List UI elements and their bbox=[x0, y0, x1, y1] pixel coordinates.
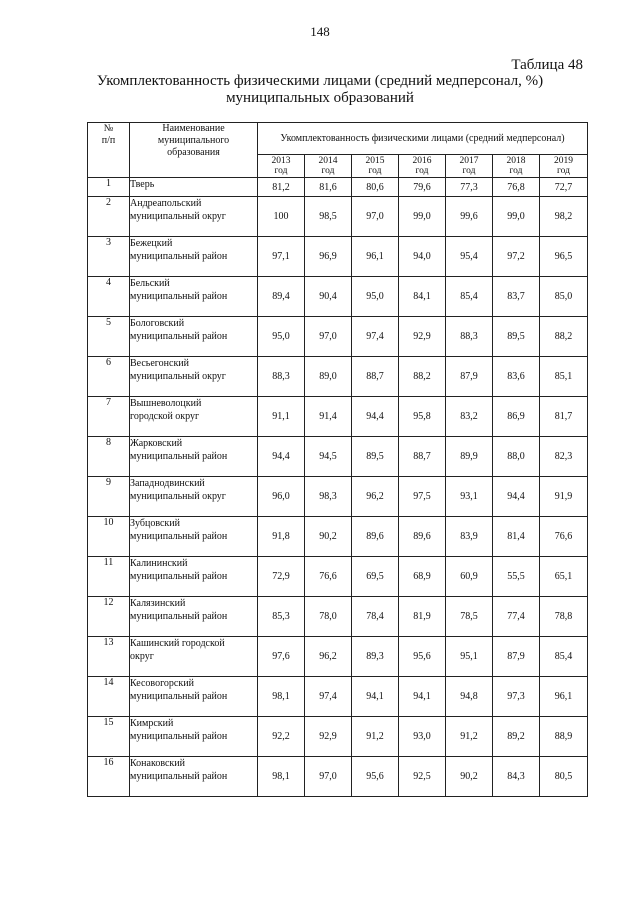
value-cell: 88,7 bbox=[352, 357, 399, 397]
value-cell: 88,2 bbox=[540, 317, 588, 357]
value-cell: 95,0 bbox=[258, 317, 305, 357]
value-cell: 96,2 bbox=[305, 637, 352, 677]
value-cell: 99,6 bbox=[446, 197, 493, 237]
value-cell: 86,9 bbox=[493, 397, 540, 437]
value-cell: 77,3 bbox=[446, 178, 493, 197]
value-cell: 81,2 bbox=[258, 178, 305, 197]
table-row bbox=[88, 517, 588, 557]
value-cell: 80,5 bbox=[540, 757, 588, 797]
municipality-name: Жарковский муниципальный район bbox=[130, 437, 258, 477]
value-cell: 93,0 bbox=[399, 717, 446, 757]
value-cell: 92,9 bbox=[305, 717, 352, 757]
value-cell: 94,1 bbox=[352, 677, 399, 717]
value-cell: 92,5 bbox=[399, 757, 446, 797]
value-cell: 91,4 bbox=[305, 397, 352, 437]
value-cell: 97,6 bbox=[258, 637, 305, 677]
column-header-number: № п/п bbox=[88, 123, 130, 178]
value-cell: 97,3 bbox=[493, 677, 540, 717]
value-cell: 88,3 bbox=[258, 357, 305, 397]
table-row bbox=[88, 277, 588, 317]
row-number: 5 bbox=[88, 317, 130, 357]
municipality-name: Бологовский муниципальный район bbox=[130, 317, 258, 357]
value-cell: 94,1 bbox=[399, 677, 446, 717]
value-cell: 97,5 bbox=[399, 477, 446, 517]
value-cell: 88,7 bbox=[399, 437, 446, 477]
value-cell: 90,2 bbox=[305, 517, 352, 557]
value-cell: 81,9 bbox=[399, 597, 446, 637]
municipality-name: Зубцовский муниципальный район bbox=[130, 517, 258, 557]
value-cell: 89,6 bbox=[399, 517, 446, 557]
value-cell: 89,5 bbox=[352, 437, 399, 477]
value-cell: 98,1 bbox=[258, 757, 305, 797]
value-cell: 97,0 bbox=[352, 197, 399, 237]
municipality-name: Бежецкий муниципальный район bbox=[130, 237, 258, 277]
municipality-name: Весьегонский муниципальный округ bbox=[130, 357, 258, 397]
row-number: 8 bbox=[88, 437, 130, 477]
value-cell: 83,2 bbox=[446, 397, 493, 437]
value-cell: 91,2 bbox=[446, 717, 493, 757]
value-cell: 55,5 bbox=[493, 557, 540, 597]
row-number: 13 bbox=[88, 637, 130, 677]
value-cell: 76,6 bbox=[540, 517, 588, 557]
value-cell: 81,7 bbox=[540, 397, 588, 437]
value-cell: 90,2 bbox=[446, 757, 493, 797]
value-cell: 95,6 bbox=[399, 637, 446, 677]
table-row bbox=[88, 597, 588, 637]
value-cell: 88,3 bbox=[446, 317, 493, 357]
value-cell: 89,5 bbox=[493, 317, 540, 357]
year-header: 2017 год bbox=[446, 155, 493, 178]
row-number: 15 bbox=[88, 717, 130, 757]
table-row bbox=[88, 397, 588, 437]
table-row bbox=[88, 637, 588, 677]
value-cell: 88,2 bbox=[399, 357, 446, 397]
value-cell: 97,4 bbox=[305, 677, 352, 717]
value-cell: 77,4 bbox=[493, 597, 540, 637]
value-cell: 96,2 bbox=[352, 477, 399, 517]
value-cell: 89,4 bbox=[258, 277, 305, 317]
row-number: 1 bbox=[88, 178, 130, 197]
value-cell: 91,1 bbox=[258, 397, 305, 437]
table-row bbox=[88, 317, 588, 357]
value-cell: 78,5 bbox=[446, 597, 493, 637]
value-cell: 78,8 bbox=[540, 597, 588, 637]
value-cell: 60,9 bbox=[446, 557, 493, 597]
value-cell: 84,3 bbox=[493, 757, 540, 797]
value-cell: 96,1 bbox=[352, 237, 399, 277]
municipality-name: Кашинский городской округ bbox=[130, 637, 258, 677]
table-row bbox=[88, 437, 588, 477]
value-cell: 69,5 bbox=[352, 557, 399, 597]
value-cell: 76,8 bbox=[493, 178, 540, 197]
table-row bbox=[88, 757, 588, 797]
value-cell: 81,4 bbox=[493, 517, 540, 557]
row-number: 12 bbox=[88, 597, 130, 637]
value-cell: 98,3 bbox=[305, 477, 352, 517]
year-header: 2016 год bbox=[399, 155, 446, 178]
value-cell: 72,7 bbox=[540, 178, 588, 197]
row-number: 10 bbox=[88, 517, 130, 557]
table-title-line-1: Укомплектованность физическими лицами (средний медперсонал, %) bbox=[96, 73, 544, 89]
value-cell: 96,0 bbox=[258, 477, 305, 517]
page-number: 148 bbox=[310, 24, 330, 39]
value-cell: 78,0 bbox=[305, 597, 352, 637]
row-number: 6 bbox=[88, 357, 130, 397]
value-cell: 97,0 bbox=[305, 317, 352, 357]
column-group-header: Укомплектованность физическими лицами (средний медперсонал) bbox=[258, 123, 588, 155]
municipality-name: Калязинский муниципальный район bbox=[130, 597, 258, 637]
value-cell: 85,3 bbox=[258, 597, 305, 637]
value-cell: 96,9 bbox=[305, 237, 352, 277]
municipality-name: Тверь bbox=[130, 178, 258, 197]
value-cell: 89,6 bbox=[352, 517, 399, 557]
value-cell: 98,1 bbox=[258, 677, 305, 717]
value-cell: 97,1 bbox=[258, 237, 305, 277]
value-cell: 91,8 bbox=[258, 517, 305, 557]
row-number: 9 bbox=[88, 477, 130, 517]
value-cell: 97,4 bbox=[352, 317, 399, 357]
value-cell: 91,2 bbox=[352, 717, 399, 757]
row-number: 4 bbox=[88, 277, 130, 317]
value-cell: 92,2 bbox=[258, 717, 305, 757]
municipality-name: Кесовогорский муниципальный район bbox=[130, 677, 258, 717]
value-cell: 83,9 bbox=[446, 517, 493, 557]
value-cell: 89,2 bbox=[493, 717, 540, 757]
value-cell: 98,5 bbox=[305, 197, 352, 237]
table-title-line-2: муниципальных образований bbox=[226, 90, 414, 106]
value-cell: 76,6 bbox=[305, 557, 352, 597]
value-cell: 97,0 bbox=[305, 757, 352, 797]
value-cell: 96,5 bbox=[540, 237, 588, 277]
value-cell: 85,4 bbox=[540, 637, 588, 677]
value-cell: 99,0 bbox=[399, 197, 446, 237]
municipality-name: Андреапольский муниципальный округ bbox=[130, 197, 258, 237]
value-cell: 84,1 bbox=[399, 277, 446, 317]
table-row bbox=[88, 197, 588, 237]
municipality-name: Кимрский муниципальный район bbox=[130, 717, 258, 757]
row-number: 16 bbox=[88, 757, 130, 797]
value-cell: 95,0 bbox=[352, 277, 399, 317]
value-cell: 89,9 bbox=[446, 437, 493, 477]
year-header: 2019 год bbox=[540, 155, 588, 178]
value-cell: 85,0 bbox=[540, 277, 588, 317]
row-number: 11 bbox=[88, 557, 130, 597]
value-cell: 83,6 bbox=[493, 357, 540, 397]
value-cell: 91,9 bbox=[540, 477, 588, 517]
value-cell: 95,6 bbox=[352, 757, 399, 797]
value-cell: 80,6 bbox=[352, 178, 399, 197]
row-number: 14 bbox=[88, 677, 130, 717]
value-cell: 85,4 bbox=[446, 277, 493, 317]
column-header-name: Наименование муниципального образования bbox=[130, 123, 258, 178]
table-title bbox=[0, 73, 640, 107]
value-cell: 100 bbox=[258, 197, 305, 237]
value-cell: 99,0 bbox=[493, 197, 540, 237]
value-cell: 94,4 bbox=[493, 477, 540, 517]
value-cell: 65,1 bbox=[540, 557, 588, 597]
row-number: 3 bbox=[88, 237, 130, 277]
year-header: 2013 год bbox=[258, 155, 305, 178]
value-cell: 98,2 bbox=[540, 197, 588, 237]
municipality-name: Западнодвинский муниципальный округ bbox=[130, 477, 258, 517]
value-cell: 85,1 bbox=[540, 357, 588, 397]
value-cell: 97,2 bbox=[493, 237, 540, 277]
year-header: 2018 год bbox=[493, 155, 540, 178]
row-number: 7 bbox=[88, 397, 130, 437]
value-cell: 95,4 bbox=[446, 237, 493, 277]
table-row bbox=[88, 357, 588, 397]
value-cell: 94,8 bbox=[446, 677, 493, 717]
value-cell: 81,6 bbox=[305, 178, 352, 197]
table-row bbox=[88, 677, 588, 717]
value-cell: 89,3 bbox=[352, 637, 399, 677]
table-row bbox=[88, 717, 588, 757]
municipality-name: Калининский муниципальный район bbox=[130, 557, 258, 597]
value-cell: 83,7 bbox=[493, 277, 540, 317]
value-cell: 79,6 bbox=[399, 178, 446, 197]
value-cell: 89,0 bbox=[305, 357, 352, 397]
value-cell: 88,0 bbox=[493, 437, 540, 477]
row-number: 2 bbox=[88, 197, 130, 237]
value-cell: 94,5 bbox=[305, 437, 352, 477]
value-cell: 93,1 bbox=[446, 477, 493, 517]
value-cell: 82,3 bbox=[540, 437, 588, 477]
value-cell: 95,1 bbox=[446, 637, 493, 677]
table-row bbox=[88, 178, 588, 197]
year-header: 2015 год bbox=[352, 155, 399, 178]
data-table bbox=[87, 122, 588, 797]
value-cell: 72,9 bbox=[258, 557, 305, 597]
table-label: Таблица 48 bbox=[511, 57, 583, 73]
value-cell: 88,9 bbox=[540, 717, 588, 757]
value-cell: 78,4 bbox=[352, 597, 399, 637]
table-row bbox=[88, 557, 588, 597]
value-cell: 94,4 bbox=[352, 397, 399, 437]
table-row bbox=[88, 237, 588, 277]
value-cell: 92,9 bbox=[399, 317, 446, 357]
year-header: 2014 год bbox=[305, 155, 352, 178]
value-cell: 96,1 bbox=[540, 677, 588, 717]
value-cell: 94,4 bbox=[258, 437, 305, 477]
value-cell: 68,9 bbox=[399, 557, 446, 597]
value-cell: 87,9 bbox=[493, 637, 540, 677]
value-cell: 95,8 bbox=[399, 397, 446, 437]
value-cell: 87,9 bbox=[446, 357, 493, 397]
municipality-name: Конаковский муниципальный район bbox=[130, 757, 258, 797]
municipality-name: Вышневолоцкий городской округ bbox=[130, 397, 258, 437]
table-row bbox=[88, 477, 588, 517]
value-cell: 90,4 bbox=[305, 277, 352, 317]
municipality-name: Бельский муниципальный район bbox=[130, 277, 258, 317]
value-cell: 94,0 bbox=[399, 237, 446, 277]
